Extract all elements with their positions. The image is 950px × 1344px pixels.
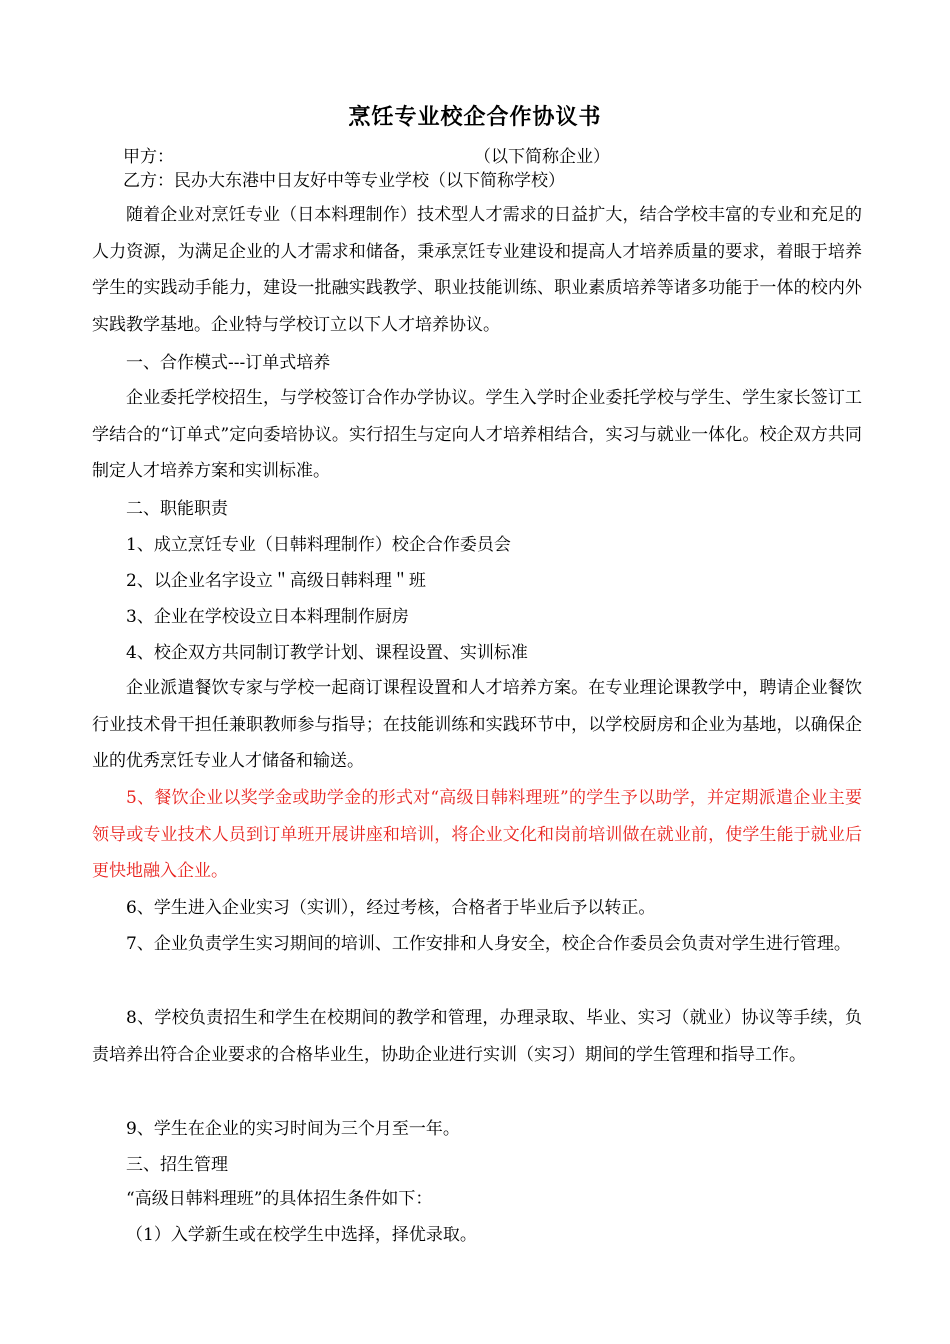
section-1-body: 企业委托学校招生，与学校签订合作办学协议。学生入学时企业委托学校与学生、学生家长签订工学结合的“订单式”定向委培协议。实行招生与定向人才培养相结合，实习与就业一体化。校企双方共同制定人才培养方案和实训标准。	[92, 388, 862, 481]
duty-item-6: 6、学生进入企业实习（实训），经过考核，合格者于毕业后予以转正。	[126, 898, 656, 918]
duty-item-4-body: 企业派遣餐饮专家与学校一起商订课程设置和人才培养方案。在专业理论课教学中，聘请企业餐饮行业技术骨干担任兼职教师参与指导；在技能训练和实践环节中，以学校厨房和企业为基地，以确保企业的优秀烹饪专业人才储备和输送。	[92, 678, 862, 771]
duty-item-9: 9、学生在企业的实习时间为三个月至一年。	[126, 1119, 460, 1139]
duty-item-8: 8、学校负责招生和学生在校期间的教学和管理，办理录取、毕业、实习（就业）协议等手续，负责培养出符合企业要求的合格毕业生，协助企业进行实训（实习）期间的学生管理和指导工作。	[92, 1008, 862, 1065]
document-title: 烹饪专业校企合作协议书	[348, 105, 602, 130]
party-b-line: 乙方：民办大东港中日友好中等专业学校（以下简称学校）	[123, 171, 565, 191]
party-a-note: （以下简称企业）	[474, 147, 610, 167]
duty-item-7: 7、企业负责学生实习期间的培训、工作安排和人身安全，校企合作委员会负责对学生进行管理。	[126, 934, 851, 954]
section-1-heading: 一、合作模式---订单式培养	[126, 353, 331, 373]
duty-item-4: 4、校企双方共同制订教学计划、课程设置、实训标准	[126, 643, 528, 663]
duty-item-3: 3、企业在学校设立日本料理制作厨房	[126, 607, 409, 627]
duty-item-2: 2、以企业名字设立＂高级日韩料理＂班	[126, 571, 426, 591]
duty-item-5-highlighted: 5、餐饮企业以奖学金或助学金的形式对“高级日韩料理班”的学生予以助学，并定期派遣企业主要领导或专业技术人员到订单班开展讲座和培训，将企业文化和岗前培训做在就业前，使学生能于就业后更快地融入企业。	[92, 788, 862, 881]
intro-paragraph: 随着企业对烹饪专业（日本料理制作）技术型人才需求的日益扩大，结合学校丰富的专业和充足的人力资源，为满足企业的人才需求和储备，秉承烹饪专业建设和提高人才培养质量的要求，着眼于培养学生的实践动手能力，建设一批融实践教学、职业技能训练、职业素质培养等诸多功能于一体的校内外实践教学基地。企业特与学校订立以下人才培养协议。	[92, 205, 862, 335]
section-3-heading: 三、招生管理	[126, 1155, 228, 1175]
party-a-label: 甲方：	[123, 147, 174, 167]
section-3-intro: “高级日韩料理班”的具体招生条件如下：	[126, 1189, 433, 1209]
duty-item-1: 1、成立烹饪专业（日韩料理制作）校企合作委员会	[126, 535, 511, 555]
enrollment-condition-1: （1）入学新生或在校学生中选择，择优录取。	[126, 1225, 477, 1245]
section-2-heading: 二、职能职责	[126, 499, 228, 519]
